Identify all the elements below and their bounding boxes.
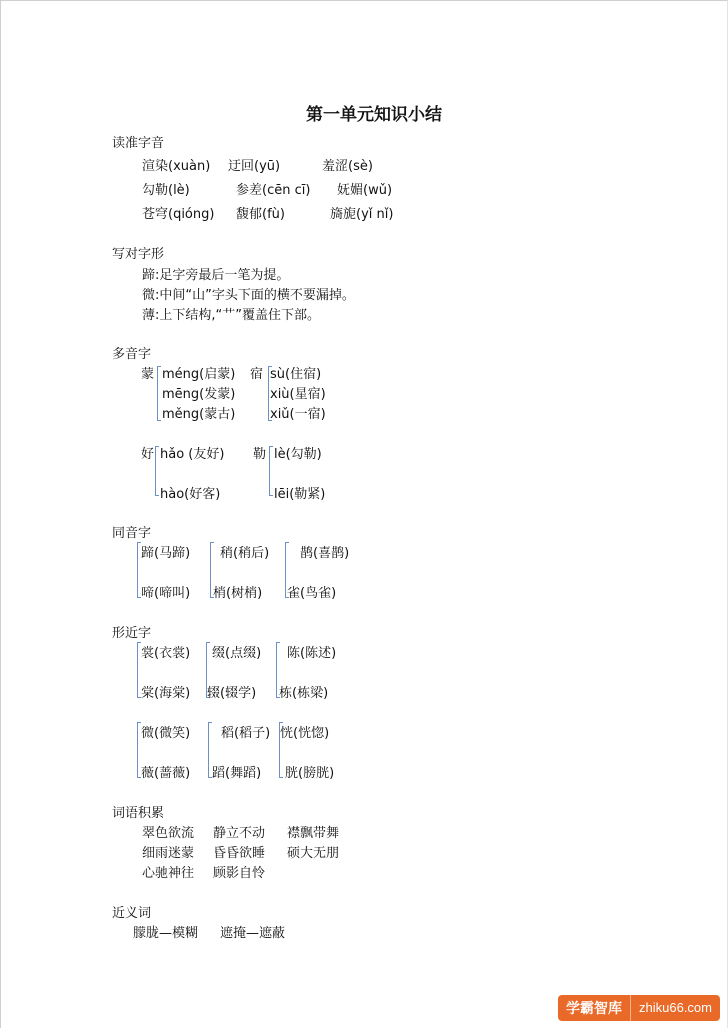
vocab-item: 顾影自怜 <box>213 866 266 881</box>
polyphonic-char: 勒 <box>253 447 267 462</box>
section-heading-similar: 形近字 <box>112 626 152 641</box>
polyphonic-reading: hào(好客) <box>160 487 221 502</box>
homophone-item: 啼(啼叫) <box>141 586 191 601</box>
polyphonic-reading: hǎo (友好) <box>160 447 225 462</box>
similar-item: 恍(恍惚) <box>280 726 330 741</box>
polyphonic-reading: lēi(勒紧) <box>274 487 326 502</box>
polyphonic-reading: měng(蒙古) <box>162 407 236 422</box>
polyphonic-char: 宿 <box>250 367 264 382</box>
section-heading-pronunciation: 读准字音 <box>112 136 165 151</box>
polyphonic-reading: mēng(发蒙) <box>162 387 236 402</box>
pron-item: 苍穹(qióng) <box>142 207 215 222</box>
section-heading-vocabulary: 词语积累 <box>112 806 165 821</box>
similar-item: 胱(膀胱) <box>285 766 335 781</box>
polyphonic-char: 好 <box>141 447 155 462</box>
pron-item: 羞涩(sè) <box>322 159 373 174</box>
polyphonic-char: 蒙 <box>141 367 155 382</box>
synonym-item: 朦胧—模糊 <box>133 926 199 941</box>
section-heading-polyphonic: 多音字 <box>112 347 152 362</box>
section-heading-synonyms: 近义词 <box>112 906 152 921</box>
page-title: 第一单元知识小结 <box>306 105 442 125</box>
section-heading-writing: 写对字形 <box>112 247 165 262</box>
writing-note: 微:中间“山”字头下面的横不要漏掉。 <box>142 288 355 303</box>
bracket <box>210 542 211 598</box>
vocab-item: 翠色欲流 <box>142 826 195 841</box>
vocab-item: 静立不动 <box>213 826 266 841</box>
polyphonic-reading: xiù(星宿) <box>270 387 326 402</box>
similar-item: 辍(辍学) <box>207 686 257 701</box>
vocab-item: 襟飘带舞 <box>287 826 340 841</box>
similar-item: 微(微笑) <box>141 726 191 741</box>
pron-item: 妩媚(wǔ) <box>337 183 393 198</box>
polyphonic-reading: sù(住宿) <box>270 367 322 382</box>
bracket <box>276 642 277 698</box>
bracket <box>268 366 269 421</box>
vocab-item: 昏昏欲睡 <box>213 846 266 861</box>
bracket <box>208 722 209 778</box>
pron-item: 渲染(xuàn) <box>142 159 211 174</box>
similar-item: 棠(海棠) <box>141 686 191 701</box>
similar-item: 缀(点缀) <box>212 646 262 661</box>
homophone-item: 蹄(马蹄) <box>141 546 191 561</box>
similar-item: 陈(陈述) <box>287 646 337 661</box>
bracket <box>137 722 138 778</box>
pron-item: 参差(cēn cī) <box>236 183 311 198</box>
pron-item: 迂回(yū) <box>228 159 281 174</box>
bracket <box>137 642 138 698</box>
similar-item: 栋(栋梁) <box>279 686 329 701</box>
vocab-item: 细雨迷蒙 <box>142 846 195 861</box>
watermark <box>558 995 720 1021</box>
vocab-item: 心驰神往 <box>142 866 195 881</box>
bracket <box>285 542 286 598</box>
similar-item: 稻(稻子) <box>221 726 271 741</box>
polyphonic-reading: lè(勾勒) <box>274 447 322 462</box>
homophone-item: 雀(鸟雀) <box>287 586 337 601</box>
writing-note: 薄:上下结构,“艹”覆盖住下部。 <box>142 308 320 323</box>
polyphonic-reading: xiǔ(一宿) <box>270 407 326 422</box>
similar-item: 薇(蔷薇) <box>141 766 191 781</box>
homophone-item: 稍(稍后) <box>220 546 270 561</box>
homophone-item: 鹊(喜鹊) <box>300 546 350 561</box>
similar-item: 裳(衣裳) <box>141 646 191 661</box>
vocab-item: 硕大无朋 <box>287 846 340 861</box>
pron-item: 旖旎(yǐ nǐ) <box>330 207 394 222</box>
bracket <box>155 446 156 496</box>
bracket <box>269 446 270 496</box>
synonym-item: 遮掩—遮蔽 <box>220 926 286 941</box>
bracket <box>137 542 138 598</box>
homophone-item: 梢(树梢) <box>213 586 263 601</box>
pron-item: 勾勒(lè) <box>142 183 190 198</box>
watermark-site: zhiku66.com <box>630 995 720 1021</box>
watermark-logo: 学霸智库 <box>558 995 630 1021</box>
bracket <box>157 366 158 421</box>
section-heading-homophones: 同音字 <box>112 526 152 541</box>
pron-item: 馥郁(fù) <box>236 207 285 222</box>
polyphonic-reading: méng(启蒙) <box>162 367 236 382</box>
similar-item: 蹈(舞蹈) <box>212 766 262 781</box>
writing-note: 蹄:足字旁最后一笔为提。 <box>142 268 290 283</box>
